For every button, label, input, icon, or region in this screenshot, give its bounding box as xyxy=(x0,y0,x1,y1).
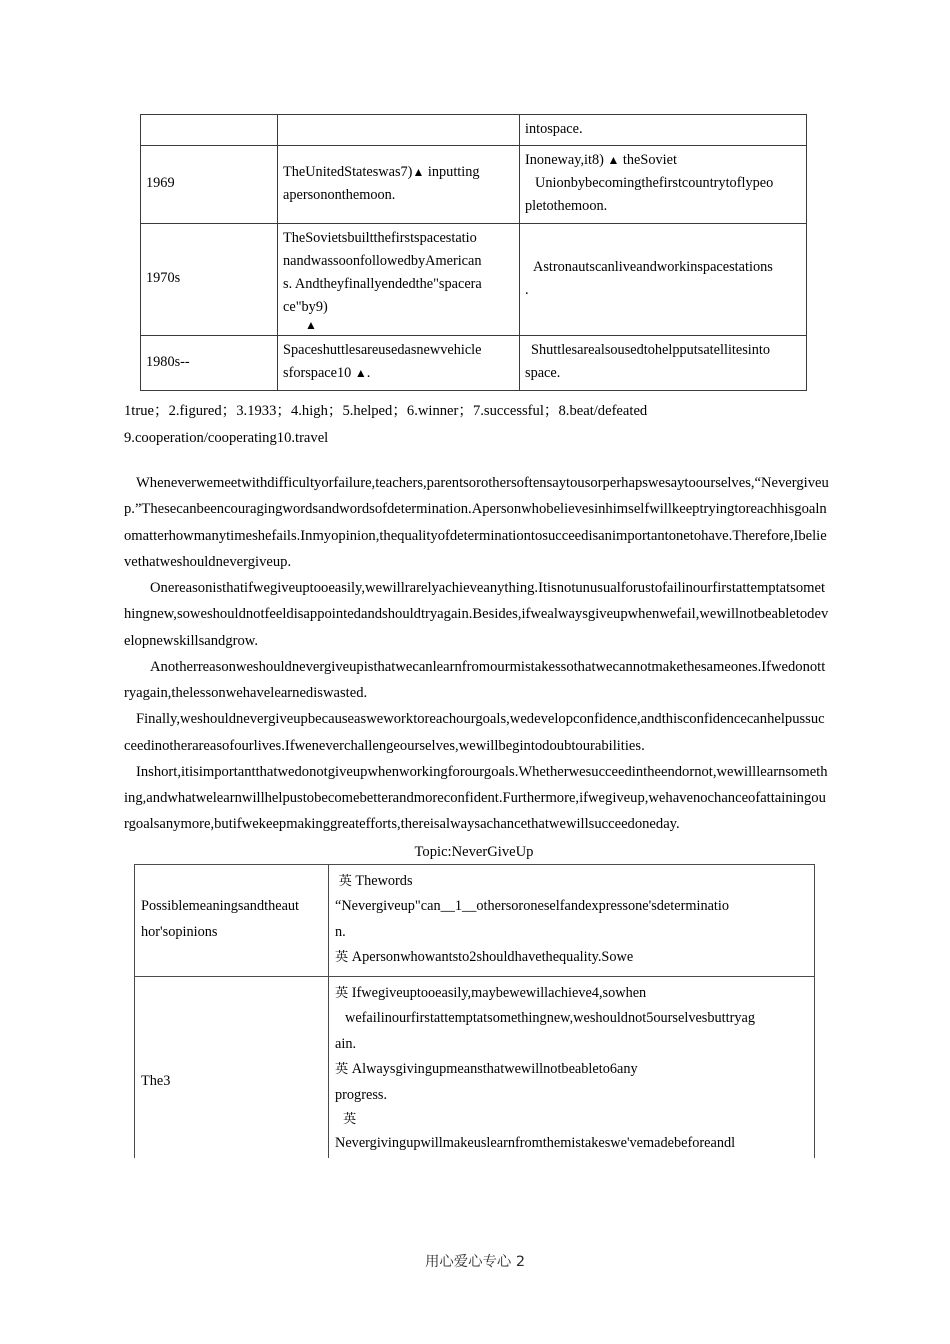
cell-label-the3 xyxy=(135,976,329,1188)
triangle-marker-icon: ▲ xyxy=(412,164,425,179)
cell-right-1970s xyxy=(520,223,807,336)
triangle-marker-icon: ▲ xyxy=(305,318,317,333)
table-row xyxy=(135,865,815,977)
bullet-line xyxy=(335,945,808,970)
table-row xyxy=(141,223,807,336)
text-segment: Inoneway,it8) xyxy=(525,152,604,169)
cell-date-1970s xyxy=(141,223,278,336)
text-segment: Thewords xyxy=(355,873,413,889)
text-segment: apersononthemoon. xyxy=(283,186,396,203)
text-segment: . xyxy=(525,281,529,298)
cell-right-intospace xyxy=(520,115,807,146)
date-label: 1970s xyxy=(146,270,181,287)
cell-right-1980s xyxy=(520,336,807,390)
bullet-line xyxy=(335,869,808,894)
triangle-marker-icon: ▲ xyxy=(354,366,367,381)
essay-paragraph-4: Finally,weshouldnevergiveupbecauseasweworktoreachourgoals,wedevelopconfidence,andthisconfidencecanhelpussucceedinotherareasofourlives.Ifweneverchallengeourselves,wewillbegintodoubtourabilities. xyxy=(124,711,825,754)
cell-middle-1980s xyxy=(278,336,520,390)
bullet-line xyxy=(335,981,808,1006)
topic-caption: Topic:NeverGiveUp xyxy=(414,844,534,860)
cell-date-1980s xyxy=(141,336,278,390)
cell-right-1969 xyxy=(520,146,807,223)
cn-bullet-marker-icon: 英 xyxy=(335,985,349,1001)
text-segment: inputting xyxy=(427,163,480,180)
cell-date-empty xyxy=(141,115,278,146)
cell-date-1969 xyxy=(141,146,278,223)
text-segment: Spaceshuttlesareusedasnewvehicle xyxy=(283,342,482,359)
text-segment: theSoviet xyxy=(622,152,677,169)
text-segment: progress. xyxy=(335,1086,388,1103)
text-intospace: intospace. xyxy=(525,121,583,137)
text-line-with-marker xyxy=(283,362,514,385)
cn-bullet-marker-icon: 英 xyxy=(335,950,349,966)
table-row xyxy=(141,336,807,390)
text-segment: Possiblemeaningsandtheaut xyxy=(141,898,300,915)
essay-body xyxy=(124,470,830,838)
cn-bullet-marker-icon: 英 xyxy=(338,874,352,889)
text-segment: Unionbybecomingthefirstcountrytoflypeo xyxy=(535,175,774,192)
text-segment: nandwassoonfollowedbyAmerican xyxy=(283,252,482,269)
text-segment: Alwaysgivingupmeansthatwewillnotbeableto6any xyxy=(351,1061,638,1078)
essay-paragraph-5: Inshort,itisimportantthatwedonotgiveupwhenworkingforourgoals.Whetherwesucceedintheendornot,wewilllearnsomething,andwhatwelearnwillhelpustobecomebetterandmoreconfident.Furthermore,ifwegiveup,wehavenochanceofattainingourgoalsanymore,butifwekeepmakinggreatefforts,thereisalwaysachancethatwewillsucceedoneday. xyxy=(124,763,828,833)
date-label: 1980s-- xyxy=(146,353,190,370)
answer-key-line-1: 1true；2.figured；3.1933；4.high；5.helped；6.winner；7.successful；8.beat/defeated xyxy=(124,403,648,419)
text-segment: TheUnitedStateswas7) xyxy=(283,163,413,180)
text-segment: Astronautscanliveandworkinspacestations xyxy=(533,258,773,275)
text-segment: Apersonwhowantsto2shouldhavethequality.Sowe xyxy=(351,949,634,966)
answer-key-block xyxy=(124,398,834,451)
essay-paragraph-2: Onereasonisthatifwegiveuptooeasily,wewillrarelyachieveanything.Itisnotunusualforustofailinourfirstattemptatsomethingnew,soweshouldnotfeeldisappointedandshouldtryagain.Besides,ifwealwaysgiveupwhenwefail,wewillnotbeabletodevelopnewskillsandgrow. xyxy=(124,580,829,649)
text-segment: Shuttlesarealsousedtohelpputsatellitesinto xyxy=(531,342,771,359)
text-segment: space. xyxy=(525,365,561,382)
text-segment: Ifwegiveuptooeasily,maybewewillachieve4,sowhen xyxy=(351,984,647,1001)
triangle-marker-icon: ▲ xyxy=(607,153,620,168)
text-segment: n. xyxy=(335,923,346,940)
text-segment: ain. xyxy=(335,1035,357,1052)
date-label: 1969 xyxy=(146,175,175,192)
table-row xyxy=(141,146,807,223)
text-segment: wefailinourfirstattemptatsomethingnew,weshouldnot5ourselvesbuttryag xyxy=(345,1010,756,1027)
table-row xyxy=(141,115,807,146)
text-segment: The3 xyxy=(141,1072,171,1089)
page-bottom-clip xyxy=(0,1158,950,1218)
page-footer: 用心爱心专心 2 xyxy=(424,1254,526,1270)
cell-label-possible-meanings xyxy=(135,865,329,977)
text-segment: pletothemoon. xyxy=(525,198,608,215)
table-row xyxy=(135,976,815,1188)
text-segment: s. Andtheyfinallyendedthe"spacera xyxy=(283,275,482,292)
cell-middle-1970s xyxy=(278,223,520,336)
text-segment: Nevergivingupwillmakeuslearnfromthemistakeswe'vemadebeforeandl xyxy=(335,1135,736,1152)
text-segment: sforspace10 xyxy=(283,365,352,382)
space-timeline-table xyxy=(140,114,807,391)
essay-paragraph-1: Wheneverwemeetwithdifficultyorfailure,teachers,parentsorothersoftensaytousorperhapswesaytoourselves,“Nevergiveup.”Thesecanbeencouragingwordsandwordsofdetermination.Apersonwhobelievesinhimselfwillkeeptryingtoreachhisgoalnomatterhowmanytimeshefails.Inmyopinion,thequalityofdeterminationtosucceedisanimportantonetohave.Therefore,Ibelievethatweshouldnevergiveup. xyxy=(124,475,829,570)
text-segment: hor'sopinions xyxy=(141,923,218,940)
text-segment: . xyxy=(366,365,371,382)
answer-key-line-2: 9.cooperation/cooperating10.travel xyxy=(124,429,329,446)
text-segment: “Nevergiveup"can__1__othersoroneselfandexpressone'sdeterminatio xyxy=(335,898,730,915)
cn-bullet-marker-icon: 英 xyxy=(335,1062,349,1078)
bullet-line xyxy=(335,1057,808,1082)
cell-middle-1969 xyxy=(278,146,520,223)
text-segment: TheSovietsbuiltthefirstspacestatio xyxy=(283,229,477,246)
text-segment: ce"by9) xyxy=(283,299,328,316)
cell-middle-empty xyxy=(278,115,520,146)
essay-paragraph-3: Anotherreasonweshouldnevergiveupisthatwecanlearnfromourmistakessothatwecannotmakethesameones.Ifwedonottryagain,thelessonwehavelearnediswasted. xyxy=(124,658,826,702)
never-give-up-outline-table xyxy=(134,864,815,1188)
cell-content-the3 xyxy=(329,976,815,1188)
cn-bullet-marker-icon: 英 xyxy=(343,1111,357,1127)
cell-content-possible-meanings xyxy=(329,865,815,977)
